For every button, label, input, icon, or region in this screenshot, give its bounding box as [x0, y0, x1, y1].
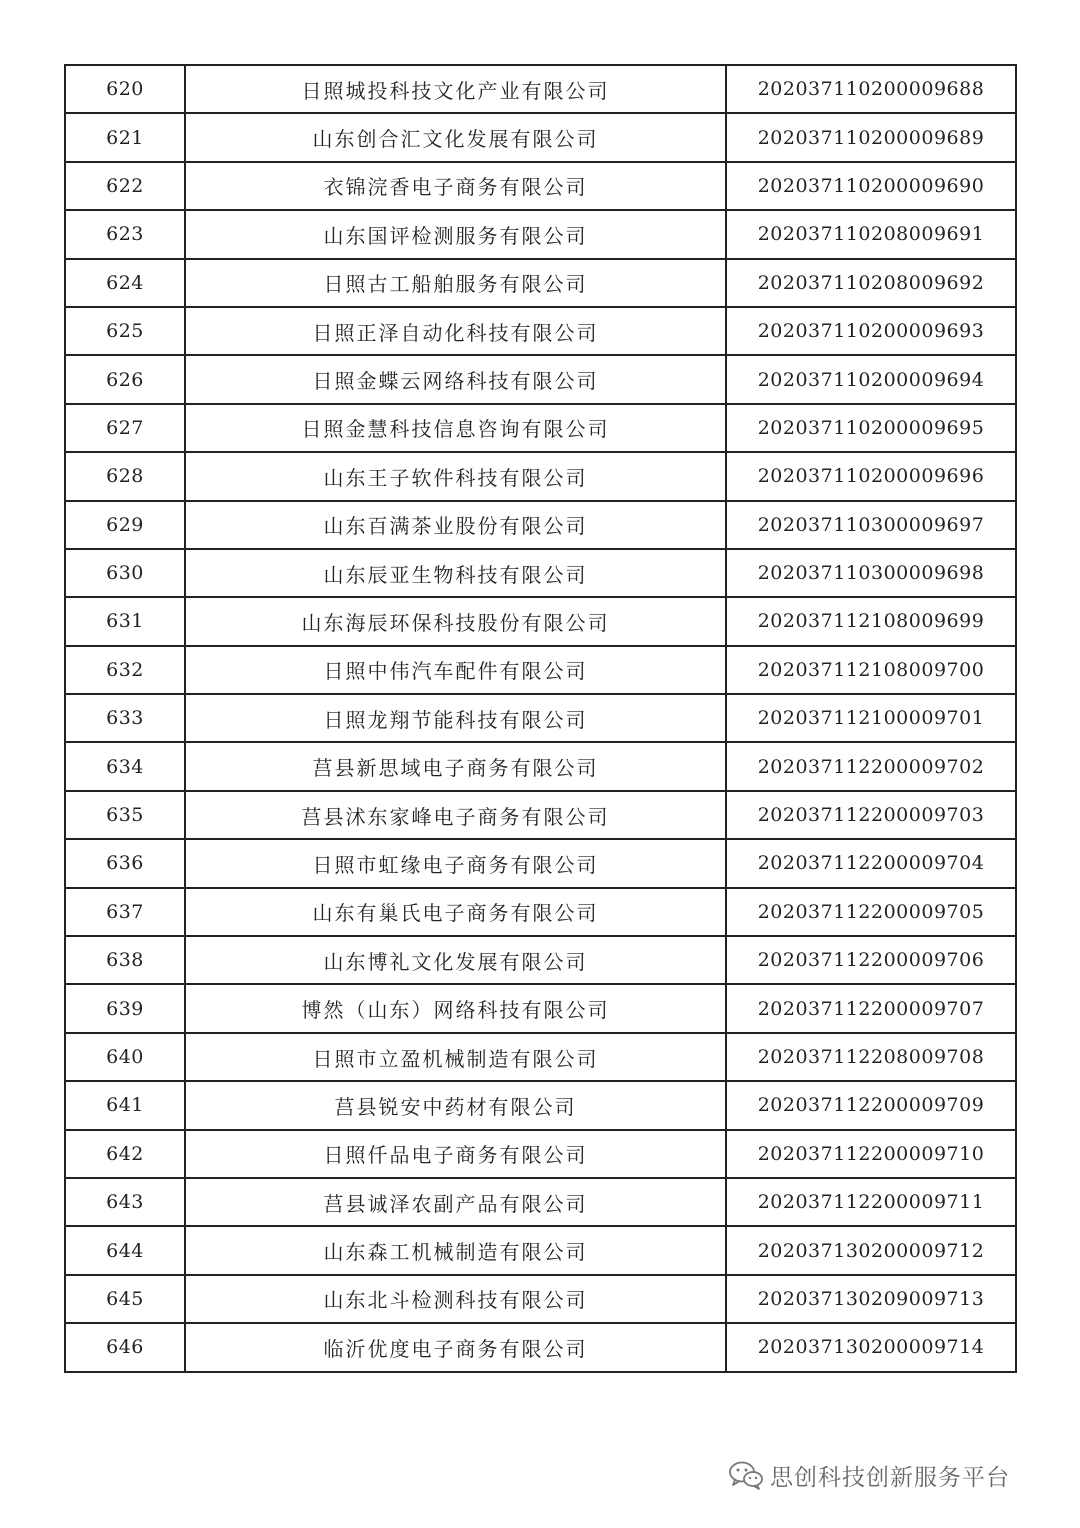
registration-code: 202037112208009708 — [726, 1033, 1016, 1081]
registration-code: 202037110208009691 — [726, 210, 1016, 258]
table-row — [65, 646, 1016, 694]
registration-code: 202037112200009703 — [726, 791, 1016, 839]
row-number: 620 — [65, 65, 185, 113]
row-number: 622 — [65, 162, 185, 210]
table-row — [65, 452, 1016, 500]
registration-code: 202037130200009712 — [726, 1226, 1016, 1274]
row-number: 631 — [65, 597, 185, 645]
table-row — [65, 549, 1016, 597]
company-name: 日照城投科技文化产业有限公司 — [185, 65, 726, 113]
company-name: 日照金慧科技信息咨询有限公司 — [185, 404, 726, 452]
company-name: 莒县锐安中药材有限公司 — [185, 1081, 726, 1129]
company-name: 日照金蝶云网络科技有限公司 — [185, 355, 726, 403]
row-number: 637 — [65, 888, 185, 936]
company-name: 日照古工船舶服务有限公司 — [185, 259, 726, 307]
row-number: 630 — [65, 549, 185, 597]
table-row — [65, 888, 1016, 936]
registration-code: 202037112200009705 — [726, 888, 1016, 936]
row-number: 632 — [65, 646, 185, 694]
registration-code: 202037110200009695 — [726, 404, 1016, 452]
table-row — [65, 1226, 1016, 1274]
row-number: 640 — [65, 1033, 185, 1081]
company-name: 日照龙翔节能科技有限公司 — [185, 694, 726, 742]
registration-code: 202037112200009706 — [726, 936, 1016, 984]
table-row — [65, 259, 1016, 307]
row-number: 644 — [65, 1226, 185, 1274]
table-row — [65, 936, 1016, 984]
watermark — [728, 1458, 1010, 1492]
registration-code: 202037112108009700 — [726, 646, 1016, 694]
table-row — [65, 210, 1016, 258]
company-name: 山东百满茶业股份有限公司 — [185, 501, 726, 549]
table-row — [65, 501, 1016, 549]
registration-code: 202037112100009701 — [726, 694, 1016, 742]
registration-code: 202037112200009704 — [726, 839, 1016, 887]
row-number: 642 — [65, 1130, 185, 1178]
registration-code: 202037112200009710 — [726, 1130, 1016, 1178]
table-row — [65, 355, 1016, 403]
company-name: 莒县新思域电子商务有限公司 — [185, 742, 726, 790]
table-row — [65, 162, 1016, 210]
registration-code: 202037110200009694 — [726, 355, 1016, 403]
company-name: 山东博礼文化发展有限公司 — [185, 936, 726, 984]
row-number: 633 — [65, 694, 185, 742]
company-name: 山东北斗检测科技有限公司 — [185, 1275, 726, 1323]
table-row — [65, 597, 1016, 645]
company-name: 博然（山东）网络科技有限公司 — [185, 984, 726, 1032]
row-number: 624 — [65, 259, 185, 307]
company-name: 莒县沭东家峰电子商务有限公司 — [185, 791, 726, 839]
table-row — [65, 65, 1016, 113]
row-number: 634 — [65, 742, 185, 790]
company-name: 日照中伟汽车配件有限公司 — [185, 646, 726, 694]
table-row — [65, 839, 1016, 887]
registration-code: 202037110200009689 — [726, 113, 1016, 161]
company-name: 山东有巢氏电子商务有限公司 — [185, 888, 726, 936]
row-number: 646 — [65, 1323, 185, 1371]
company-name: 日照正泽自动化科技有限公司 — [185, 307, 726, 355]
row-number: 627 — [65, 404, 185, 452]
registration-code: 202037112108009699 — [726, 597, 1016, 645]
table-row — [65, 1130, 1016, 1178]
company-registry-table — [64, 64, 1017, 1373]
row-number: 628 — [65, 452, 185, 500]
company-name: 临沂优度电子商务有限公司 — [185, 1323, 726, 1371]
row-number: 625 — [65, 307, 185, 355]
row-number: 635 — [65, 791, 185, 839]
row-number: 645 — [65, 1275, 185, 1323]
table-row — [65, 984, 1016, 1032]
company-name: 山东辰亚生物科技有限公司 — [185, 549, 726, 597]
company-name: 山东海辰环保科技股份有限公司 — [185, 597, 726, 645]
table-row — [65, 1081, 1016, 1129]
registration-code: 202037130209009713 — [726, 1275, 1016, 1323]
registration-code: 202037110200009696 — [726, 452, 1016, 500]
company-name: 山东国评检测服务有限公司 — [185, 210, 726, 258]
row-number: 623 — [65, 210, 185, 258]
row-number: 638 — [65, 936, 185, 984]
row-number: 621 — [65, 113, 185, 161]
registration-code: 202037110200009688 — [726, 65, 1016, 113]
table-row — [65, 1323, 1016, 1371]
company-name: 莒县诚泽农副产品有限公司 — [185, 1178, 726, 1226]
registration-code: 202037112200009702 — [726, 742, 1016, 790]
registration-code: 202037112200009711 — [726, 1178, 1016, 1226]
registration-code: 202037110200009693 — [726, 307, 1016, 355]
row-number: 629 — [65, 501, 185, 549]
registration-code: 202037110300009697 — [726, 501, 1016, 549]
table-body — [65, 65, 1016, 1372]
company-name: 衣锦浣香电子商务有限公司 — [185, 162, 726, 210]
registration-code: 202037110208009692 — [726, 259, 1016, 307]
table-row — [65, 404, 1016, 452]
table-row — [65, 1033, 1016, 1081]
registration-code: 202037130200009714 — [726, 1323, 1016, 1371]
table-row — [65, 742, 1016, 790]
registration-code: 202037110200009690 — [726, 162, 1016, 210]
table-row — [65, 113, 1016, 161]
row-number: 626 — [65, 355, 185, 403]
table-row — [65, 307, 1016, 355]
company-name: 山东王子软件科技有限公司 — [185, 452, 726, 500]
company-name: 山东创合汇文化发展有限公司 — [185, 113, 726, 161]
company-name: 日照市虹缘电子商务有限公司 — [185, 839, 726, 887]
company-name: 山东森工机械制造有限公司 — [185, 1226, 726, 1274]
table-row — [65, 1275, 1016, 1323]
registration-code: 202037112200009709 — [726, 1081, 1016, 1129]
table-row — [65, 1178, 1016, 1226]
wechat-icon — [728, 1460, 764, 1490]
row-number: 643 — [65, 1178, 185, 1226]
registration-code: 202037110300009698 — [726, 549, 1016, 597]
table-row — [65, 694, 1016, 742]
row-number: 639 — [65, 984, 185, 1032]
company-name: 日照市立盈机械制造有限公司 — [185, 1033, 726, 1081]
company-name: 日照仟品电子商务有限公司 — [185, 1130, 726, 1178]
row-number: 641 — [65, 1081, 185, 1129]
registration-code: 202037112200009707 — [726, 984, 1016, 1032]
table-row — [65, 791, 1016, 839]
watermark-text: 思创科技创新服务平台 — [770, 1464, 1010, 1491]
row-number: 636 — [65, 839, 185, 887]
